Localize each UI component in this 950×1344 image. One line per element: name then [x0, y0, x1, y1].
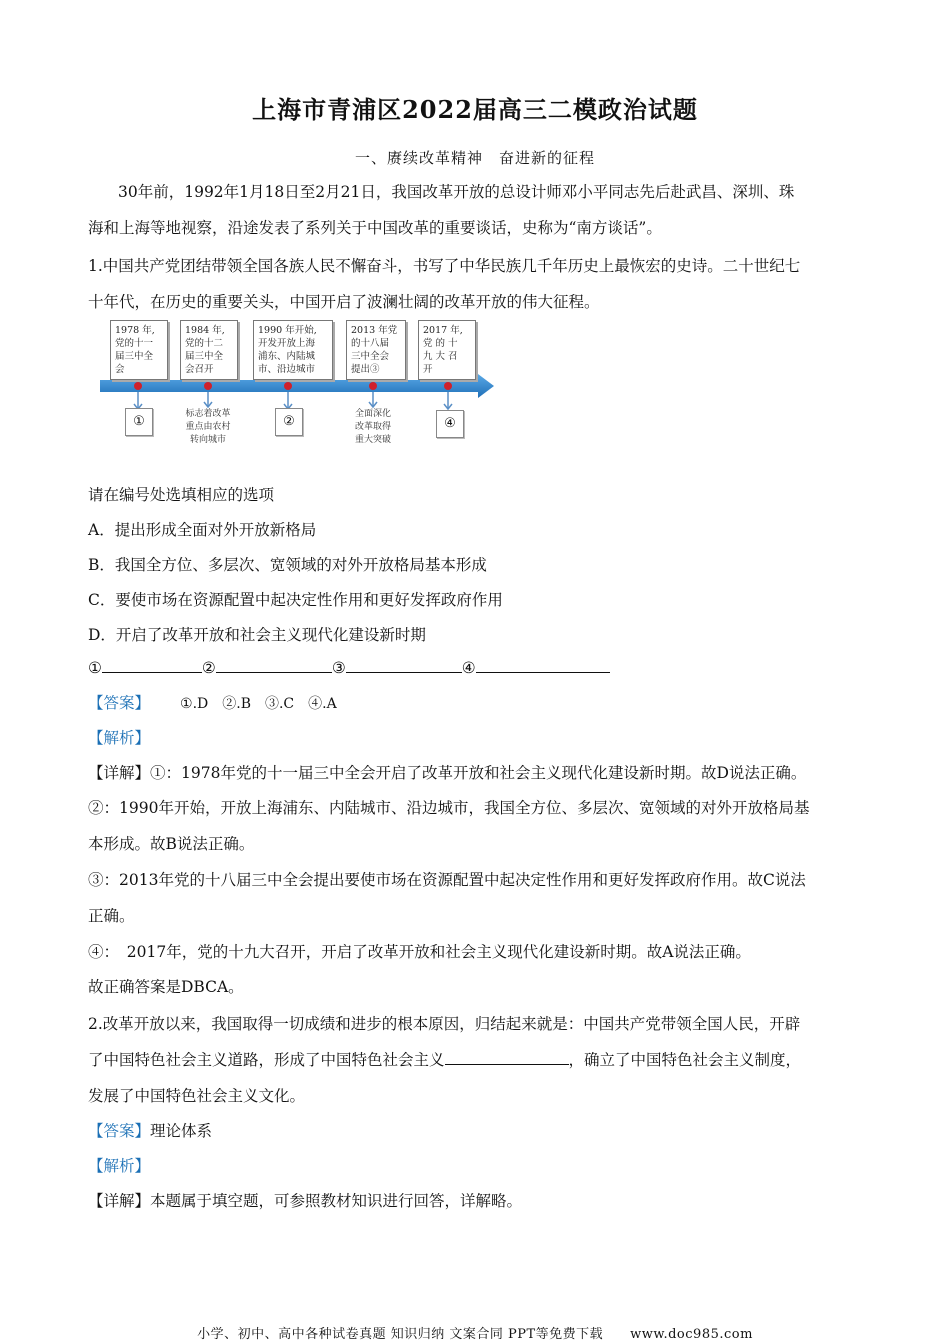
blank-label-4: ④: [461, 659, 476, 677]
q1-detail-row-1: [88, 761, 806, 783]
question-2-line-2: [88, 1048, 801, 1070]
detail-tag: 【详解】: [88, 764, 151, 782]
blank-label-2: ②: [201, 659, 216, 677]
timeline-blank-1: ①: [125, 408, 153, 436]
q2-text-before-blank: 了中国特色社会主义道路，形成了中国特色社会主义: [88, 1051, 445, 1069]
q1-detail-row-3b: 正确。: [88, 907, 135, 925]
timeline-box-text: 1978 年, 党的十一 届三中全 会: [115, 325, 155, 375]
answer-blank-3[interactable]: [346, 658, 462, 673]
option-d: D．开启了改革开放和社会主义现代化建设新时期: [88, 626, 426, 644]
timeline-box-text: 1984 年, 党的十二 届三中全 会召开: [185, 325, 225, 375]
timeline-blank-2: ②: [275, 408, 303, 436]
answer-tag: 【答案】: [88, 1122, 151, 1140]
section-heading: 一、赓续改革精神 奋进新的征程: [354, 149, 595, 167]
q1-detail-text-1: ①：1978年党的十一届三中全会开启了改革开放和社会主义现代化建设新时期。故D说法正确。: [150, 764, 807, 782]
q2-detail-text: 本题属于填空题，可参照教材知识进行回答，详解略。: [150, 1192, 523, 1210]
blank-label-1: ①: [88, 659, 102, 677]
q1-conclusion: 故正确答案是DBCA。: [88, 978, 244, 996]
answer-blank-1[interactable]: [102, 658, 202, 673]
answer-blank-2[interactable]: [216, 658, 332, 673]
intro-line-2: 海和上海等地视察，沿途发表了系列关于中国改革的重要谈话，史称为“南方谈话”。: [88, 219, 662, 237]
timeline-note-1984: 标志着改革 重点由农村 转向城市: [185, 409, 231, 445]
q1-answer-text: ①.D ②.B ③.C ④.A: [180, 696, 337, 712]
question-2-line-1: 2.改革开放以来，我国取得一切成绩和进步的根本原因，归结起来就是：中国共产党带领全国人民，开辟: [88, 1015, 801, 1033]
timeline-box-1978: [110, 320, 168, 380]
q1-answer-row: [88, 691, 337, 713]
answer-blanks-row: [88, 658, 610, 677]
q2-detail-row: [88, 1189, 522, 1211]
question-1-line-2: 十年代，在历史的重要关头，中国开启了波澜壮阔的改革开放的伟大征程。: [88, 293, 600, 311]
timeline-box-2017: [418, 320, 476, 380]
reform-timeline-figure: [98, 318, 498, 453]
option-a: A．提出形成全面对外开放新格局: [88, 521, 317, 539]
timeline-box-1984: [180, 320, 238, 380]
q1-detail-row-2b: 本形成。故B说法正确。: [88, 835, 255, 853]
q2-text-after-blank: ，确立了中国特色社会主义制度，: [568, 1051, 802, 1069]
q2-answer-text: 理论体系: [150, 1122, 213, 1140]
answer-tag: 【答案】: [88, 694, 151, 712]
timeline-box-text: 2017 年, 党 的 十 九 大 召 开: [423, 325, 463, 375]
q1-analysis-tag: 【解析】: [88, 729, 151, 747]
q2-answer-blank[interactable]: [445, 1050, 569, 1065]
document-title: 上海市青浦区2022届高三二模政治试题: [252, 95, 698, 124]
q2-analysis-tag: 【解析】: [88, 1157, 151, 1175]
fill-prompt: 请在编号处选填相应的选项: [88, 486, 275, 504]
intro-line-1: 30年前，1992年1月18日至2月21日，我国改革开放的总设计师邓小平同志先后赴武昌、深圳、珠: [118, 183, 795, 201]
option-b: B．我国全方位、多层次、宽领域的对外开放格局基本形成: [88, 556, 487, 574]
timeline-blank-4: ④: [436, 410, 464, 438]
timeline-box-text: 1990 年开始, 开发开放上海 浦东、内陆城 市、沿边城市: [258, 325, 317, 375]
option-c: C．要使市场在资源配置中起决定性作用和更好发挥政府作用: [88, 591, 503, 609]
timeline-box-1990: [253, 320, 333, 380]
detail-tag: 【详解】: [88, 1192, 151, 1210]
page-footer: 小学、初中、高中各种试卷真题 知识归纳 文案合同 PPT等免费下载 www.doc985.com: [197, 1327, 753, 1342]
q1-detail-row-4: ④： 2017年，党的十九大召开，开启了改革开放和社会主义现代化建设新时期。故A说法正确。: [88, 943, 751, 961]
q1-detail-row-3a: ③：2013年党的十八届三中全会提出要使市场在资源配置中起决定性作用和更好发挥政府作用。故C说法: [88, 871, 806, 889]
question-2-line-3: 发展了中国特色社会主义文化。: [88, 1087, 306, 1105]
timeline-box-2013: [346, 320, 406, 380]
answer-blank-4[interactable]: [476, 658, 610, 673]
q1-detail-row-2a: ②：1990年开始，开放上海浦东、内陆城市、沿边城市，我国全方位、多层次、宽领域的对外开放格局基: [88, 799, 810, 817]
timeline-note-2013: 全面深化 改革取得 重大突破: [354, 409, 391, 445]
q2-answer-row: [88, 1119, 212, 1141]
timeline-box-text: 2013 年党 的十八届 三中全会 提出③: [351, 325, 398, 375]
question-1-line-1: 1.中国共产党团结带领全国各族人民不懈奋斗，书写了中华民族几千年历史上最恢宏的史诗。二十世纪七: [88, 257, 801, 275]
blank-label-3: ③: [331, 659, 346, 677]
